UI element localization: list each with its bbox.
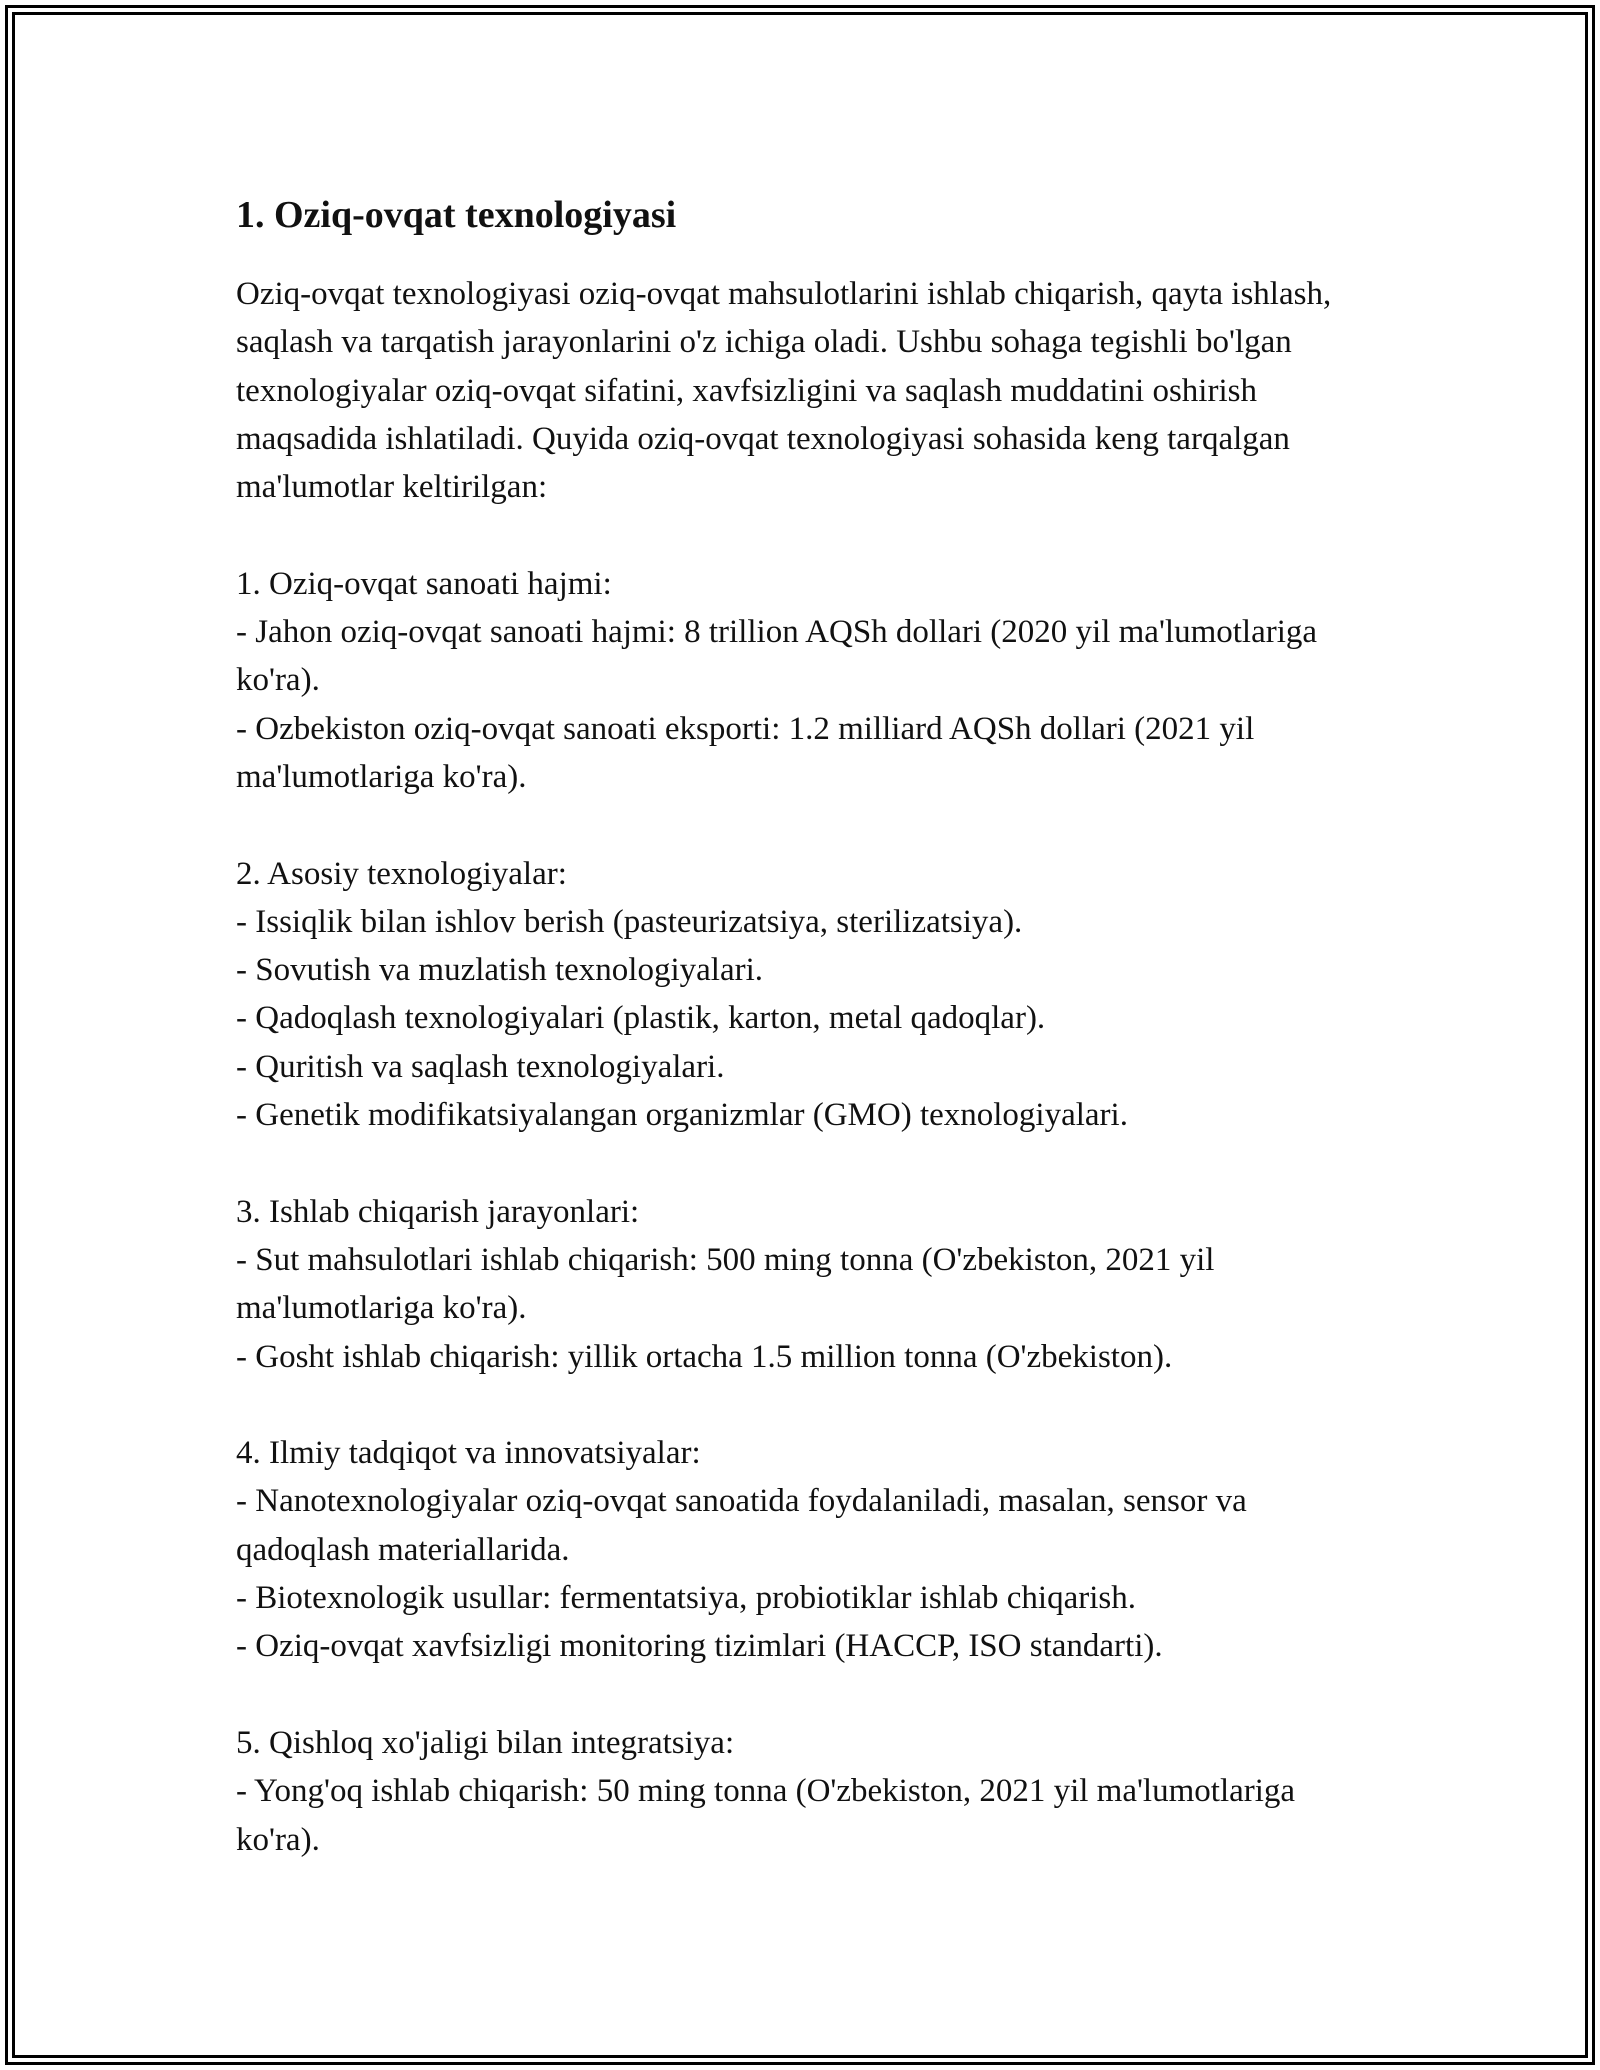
spacer [236,801,1366,849]
page-title: 1. Oziq-ovqat texnologiyasi [236,194,677,236]
list-item: - Issiqlik bilan ishlov berish (pasteurizatsiya, sterilizatsiya). [236,903,1023,940]
list-item: - Gosht ishlab chiqarish: yillik ortacha 1.5 million tonna (O'zbekiston). [236,1338,1173,1375]
list-item: - Yong'oq ishlab chiqarish: 50 ming tonna (O'zbekiston, 2021 yil ma'lumotlariga ko'ra). [236,1773,1296,1858]
section-4 [236,1429,1366,1670]
spacer [236,1381,1366,1429]
spacer [236,1139,1366,1187]
section-title: 5. Qishloq xo'jaligi bilan integratsiya: [236,1724,735,1761]
list-item: - Ozbekiston oziq-ovqat sanoati eksporti: 1.2 milliard AQSh dollari (2021 yil ma'lumotlariga ko'ra). [236,710,1255,795]
list-item: - Biotexnologik usullar: fermentatsiya, probiotiklar ishlab chiqarish. [236,1580,1136,1617]
list-item: - Oziq-ovqat xavfsizligi monitoring tizimlari (HACCP, ISO standarti). [236,1628,1163,1665]
section-5 [236,1719,1366,1864]
section-1 [236,560,1366,801]
list-item: - Genetik modifikatsiyalangan organizmlar (GMO) texnologiyalari. [236,1097,1128,1134]
list-item: - Quritish va saqlash texnologiyalari. [236,1048,725,1085]
list-item: - Qadoqlash texnologiyalari (plastik, karton, metal qadoqlar). [236,1000,1046,1037]
spacer [236,1671,1366,1719]
section-2 [236,850,1366,1140]
section-3 [236,1188,1366,1381]
section-title: 2. Asosiy texnologiyalar: [236,855,567,892]
spacer [236,511,1366,559]
section-title: 4. Ilmiy tadqiqot va innovatsiyalar: [236,1435,701,1472]
section-title: 3. Ishlab chiqarish jarayonlari: [236,1193,640,1230]
document-body [236,188,1366,1864]
list-item: - Sut mahsulotlari ishlab chiqarish: 500 ming tonna (O'zbekiston, 2021 yil ma'lumotlariga ko'ra). [236,1241,1215,1327]
list-item: - Jahon oziq-ovqat sanoati hajmi: 8 trillion AQSh dollari (2020 yil ma'lumotlariga ko'ra). [236,614,1318,699]
section-title: 1. Oziq-ovqat sanoati hajmi: [236,565,612,602]
intro-paragraph: Oziq-ovqat texnologiyasi oziq-ovqat mahsulotlarini ishlab chiqarish, qayta ishlash, saqlash va tarqatish jarayonlarini o'z ichiga oladi. Ushbu sohaga tegishli bo'lgan texnologiyalar oziq-ovqat sifatini, xavfsizligini va saqlash muddatini oshirish maqsadida ishlatiladi. Quyida oziq-ovqat texnologiyasi sohasida keng tarqalgan ma'lumotlar keltirilgan: [236,276,1332,506]
list-item: - Nanotexnologiyalar oziq-ovqat sanoatida foydalaniladi, masalan, sensor va qadoqlash materiallarida. [236,1483,1247,1568]
list-item: - Sovutish va muzlatish texnologiyalari. [236,952,764,989]
